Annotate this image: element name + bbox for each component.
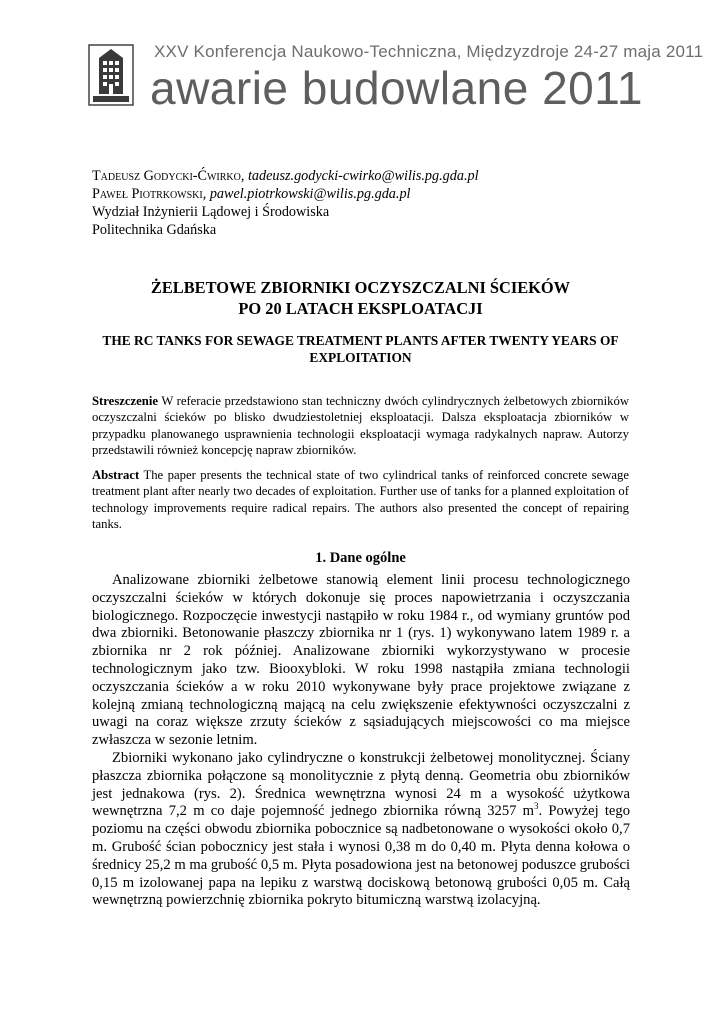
paragraph-2-text-b: . Powyżej tego poziomu na części obwodu zbiornika pobocznice są nadbetonowane o wysokości około 0,7 m. Grubość ścian pobocznicy jest stała i wynosi 0,38 m do 0,40 m. Płyta denna kołowa o średnicy 25,2 m ma grubość 0,5 m. Płyta posadowiona jest na betonowej poduszce grubości 0,15 m izolowanej papa na lepiku z warstwą dociskową betonową grubości 0,05 m. Całą wewnętrzną powierzchnię zbiornika pokryto bitumiczną warstwą izolacyjną. xyxy=(92,803,630,909)
superscript-3: 3 xyxy=(534,801,539,812)
body-paragraph-1: Analizowane zbiorniki żelbetowe stanowią element linii procesu technologicznego oczyszczalni ścieków w których dokonuje się proces napowietrzania i oczyszczania biologicznego. Rozpoczęcie inwestycji nastąpiło w roku 1984 r., od wymiany gruntów pod dwa zbiorniki. Betonowanie płaszczy zbiornika nr 1 (rys. 1) wykonywano latem 1989 r. a zbiornika nr 2 rok później. Analizowane zbiorniki wykorzystywano w procesie technologicznym jako tzw. Biooxybloki. W roku 1998 nastąpiła zmiana technologii oczyszczania ścieków a w roku 2010 wykonywane były prace projektowe związane z kolejną zmianą technologiczną mającą na celu zwiększenie efektywności oczyszczalni z uwagi na coraz większe zrzuty ścieków z sąsiadujących miejscowości co ma miejsce zwłaszcza w sezonie letnim. xyxy=(92,572,630,749)
author-name: Paweł Piotrkowski, xyxy=(92,186,207,202)
author-email[interactable]: tadeusz.godycki-cwirko@wilis.pg.gda.pl xyxy=(247,168,479,184)
title-pl-line1: ŻELBETOWE ZBIORNIKI OCZYSZCZALNI ŚCIEKÓW xyxy=(150,278,571,297)
title-pl-line2: PO 20 LATACH EKSPLOATACJI xyxy=(238,299,483,318)
abstract-label: Abstract xyxy=(92,468,140,482)
streszczenie-text: W referacie przedstawiono stan techniczny dwóch cylindrycznych żelbetowych zbiorników oczyszczalni ścieków po blisko dwudziestoletniej eksploatacji. Dalsza eksploatacja zbiorników w przypadku planowanego usprawnienia technologii eksploatacji wymaga radykalnych napraw. Autorzy przedstawili również koncepcję napraw zbiorników. xyxy=(92,394,629,458)
conference-title: awarie budowlane 2011 xyxy=(150,62,644,114)
abstract-paragraph xyxy=(92,467,629,533)
streszczenie-label: Streszczenie xyxy=(92,394,158,408)
affiliation-faculty: Wydział Inżynierii Lądowej i Środowiska xyxy=(92,204,330,220)
author-email[interactable]: pawel.piotrkowski@wilis.pg.gda.pl xyxy=(209,186,411,202)
section-body xyxy=(92,572,630,910)
author-name: Tadeusz Godycki-Ćwirko, xyxy=(92,168,245,184)
paragraph-2-text-a: Zbiorniki wykonano jako cylindryczne o konstrukcji żelbetowej monolitycznej. Ściany płaszcza zbiornika połączone są monolitycznie z płytą denną. Geometria obu zbiorników jest jednakowa (rys. 2). Średnica wewnętrzna wynosi 24 m a wysokość użytkowa wewnętrzna 7,2 m co daje pojemność jednego zbiornika równą 3257 m xyxy=(92,749,630,820)
authors-block xyxy=(92,167,479,239)
paper-title-en: THE RC TANKS FOR SEWAGE TREATMENT PLANTS AFTER TWENTY YEARS OF EXPLOITATION xyxy=(102,333,619,365)
conference-logo xyxy=(88,44,134,106)
section-heading: 1. Dane ogólne xyxy=(315,550,406,566)
streszczenie-paragraph xyxy=(92,393,629,459)
abstract-text: The paper presents the technical state of two cylindrical tanks of reinforced concrete sewage treatment plant after nearly two decades of exploitation. Further use of tanks for a planned exploitation of technology improvements require radical repairs. The authors also presented the concept of repairing tanks. xyxy=(92,468,629,532)
affiliation-university: Politechnika Gdańska xyxy=(92,222,217,238)
author-2 xyxy=(92,185,479,203)
author-1 xyxy=(92,167,479,185)
conference-line: XXV Konferencja Naukowo-Techniczna, Międzyzdroje 24-27 maja 2011 xyxy=(154,42,704,61)
body-paragraph-2 xyxy=(92,750,630,910)
conference-header xyxy=(0,0,721,130)
paper-title-pl xyxy=(0,277,721,319)
